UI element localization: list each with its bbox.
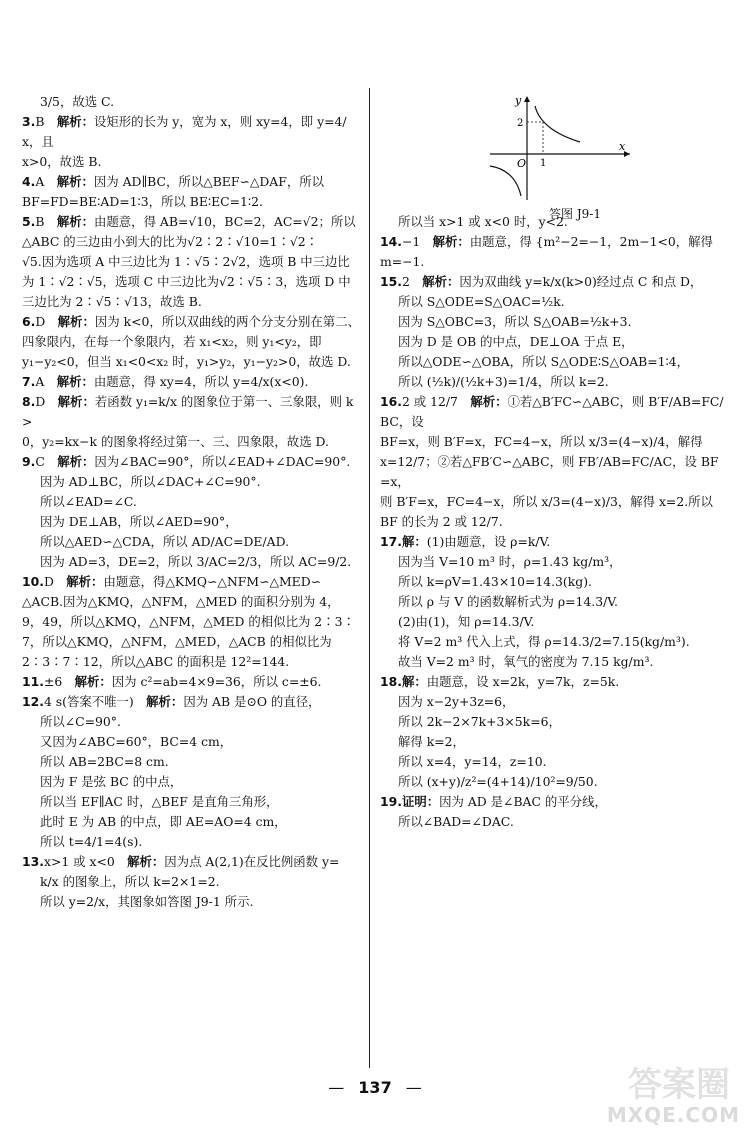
- answer-line: 3.B 解析：设矩形的长为 y，宽为 x，则 xy=4，即 y=4/x，且: [22, 114, 347, 149]
- answer-line: 10.D 解析：由题意，得△KMQ∽△NFM∽△MED∽: [22, 574, 322, 589]
- watermark-logo: 答案圈: [628, 1065, 730, 1105]
- answer-line: 13.x>1 或 x<0 解析：因为点 A(2,1)在反比例函数 y=: [22, 854, 340, 869]
- answer-line: 14.−1 解析：由题意，得 {m²−2=−1，2m−1<0，解得 m=−1.: [380, 234, 713, 269]
- answer-line: △ABC 的三边由小到大的比为√2∶2∶√10=1∶√2∶: [22, 234, 319, 249]
- answer-line: (2)由(1)，知 ρ=14.3/V.: [398, 614, 535, 629]
- answer-line: 8.D 解析：若函数 y₁=k/x 的图象位于第一、三象限，则 k>: [22, 394, 354, 429]
- answer-line: 则 B′F=x，FC=4−x，所以 x/3=(4−x)/3，解得 x=2.所以: [380, 494, 713, 509]
- answer-line: 3/5，故选 C.: [40, 94, 115, 109]
- answer-line: 所以△ODE∽△OBA，所以 S△ODE∶S△OAB=1∶4，: [398, 354, 690, 369]
- answer-line: BF=FD=BE∶AD=1∶3，所以 BE∶EC=1∶2.: [22, 194, 263, 209]
- answer-line: 三边比为 2∶√5∶√13，故选 B.: [22, 294, 202, 309]
- page-number: 137: [358, 1078, 392, 1097]
- answer-line: √5.因为选项 A 中三边比为 1∶√5∶2√2，选项 B 中三边比: [22, 254, 350, 269]
- answer-line: 四象限内，在每一个象限内，若 x₁<x₂，则 y₁<y₂，即: [22, 334, 322, 349]
- answer-line: x=12/7；②若△FB′C∽△ABC，则 FB′/AB=FC/AC，设 BF=x，: [380, 454, 719, 489]
- answer-line: 此时 E 为 AB 的中点，即 AE=AO=4 cm，: [40, 814, 287, 829]
- answer-line: 7.A 解析：由题意，得 xy=4，所以 y=4/x(x<0).: [22, 374, 309, 389]
- answer-line: 所以 ρ 与 V 的函数解析式为 ρ=14.3/V.: [398, 594, 618, 609]
- left-column: [22, 92, 360, 912]
- answer-line: △ACB.因为△KMQ，△NFM，△MED 的面积分别为 4，: [22, 594, 340, 609]
- x-axis-label: x: [619, 140, 626, 153]
- answer-line: 所以 y=2/x，其图象如答图 J9-1 所示.: [40, 894, 254, 909]
- answer-line: 所以 t=4/1=4(s).: [40, 834, 143, 849]
- answer-line: 所以当 x>1 或 x<0 时，y<2.: [398, 214, 568, 229]
- answer-line: 因为 DE⊥AB，所以∠AED=90°，: [40, 514, 238, 529]
- answer-line: 12.4 s(答案不唯一) 解析：因为 AB 是⊙O 的直径，: [22, 694, 321, 709]
- answer-line: 因为 F 是弦 BC 的中点，: [40, 774, 183, 789]
- watermark: [590, 1057, 740, 1127]
- answer-line: 19.证明：因为 AD 是∠BAC 的平分线，: [380, 794, 607, 809]
- answer-line: 所以∠BAD=∠DAC.: [398, 814, 514, 829]
- answer-line: 17.解：(1)由题意，设 ρ=k/V.: [380, 534, 551, 549]
- answer-line: k/x 的图象上，所以 k=2×1=2.: [40, 874, 220, 889]
- answer-line: 所以当 EF∥AC 时，△BEF 是直角三角形，: [40, 794, 279, 809]
- answer-line: 因为 AD⊥BC，所以∠DAC+∠C=90°.: [40, 474, 261, 489]
- answer-line: y₁−y₂<0，但当 x₁<0<x₂ 时，y₁>y₂，y₁−y₂>0，故选 D.: [22, 354, 351, 369]
- answer-line: 15.2 解析：因为双曲线 y=k/x(k>0)经过点 C 和点 D，: [380, 274, 703, 289]
- x-tick-label: 1: [540, 158, 547, 169]
- column-divider: [369, 88, 370, 1068]
- page-footer: — 137 —: [328, 1078, 422, 1097]
- answer-line: 2∶3∶7∶12，所以△ABC 的面积是 12²=144.: [22, 654, 290, 669]
- answer-line: BF=x，则 B′F=x，FC=4−x，所以 x/3=(4−x)/4，解得: [380, 434, 703, 449]
- answer-line: 9.C 解析：因为∠BAC=90°，所以∠EAD+∠DAC=90°.: [22, 454, 351, 469]
- answer-line: 所以∠EAD=∠C.: [40, 494, 137, 509]
- answer-line: 所以 k=ρV=1.43×10=14.3(kg).: [398, 574, 592, 589]
- answer-line: 所以△AED∽△CDA，所以 AD/AC=DE/AD.: [40, 534, 290, 549]
- answer-line: 所以 AB=2BC=8 cm.: [40, 754, 169, 769]
- watermark-site: MXQE.COM: [606, 1103, 740, 1127]
- answer-line: 将 V=2 m³ 代入上式，得 ρ=14.3/2=7.15(kg/m³).: [398, 634, 690, 649]
- answer-line: 因为 x−2y+3z=6，: [398, 694, 515, 709]
- inverse-function-graph: [485, 92, 635, 202]
- answer-line: 0，y₂=kx−k 的图象将经过第一、三、四象限，故选 D.: [22, 434, 329, 449]
- answer-line: 11.±6 解析：因为 c²=ab=4×9=36，所以 c=±6.: [22, 674, 322, 689]
- figure-caption: 答图 J9-1: [549, 207, 601, 221]
- origin-label: O: [517, 157, 527, 170]
- answer-line: 因为 S△OBC=3，所以 S△OAB=½k+3.: [398, 314, 632, 329]
- answer-line: 所以 2k−2×7k+3×5k=6，: [398, 714, 561, 729]
- answer-line: 所以∠C=90°.: [40, 714, 121, 729]
- answer-line: 故当 V=2 m³ 时，氧气的密度为 7.15 kg/m³.: [398, 654, 654, 669]
- answer-line: 4.A 解析：因为 AD∥BC，所以△BEF∽△DAF，所以: [22, 174, 325, 189]
- answer-line: 因为 AD=3，DE=2，所以 3/AC=2/3，所以 AC=9/2.: [40, 554, 352, 569]
- right-column: [380, 92, 728, 832]
- answer-line: 7，所以△KMQ，△NFM，△MED，△ACB 的相似比为: [22, 634, 332, 649]
- answer-line: 18.解：由题意，设 x=2k，y=7k，z=5k.: [380, 674, 620, 689]
- answer-line: 所以 (x+y)/z²=(4+14)/10²=9/50.: [398, 774, 598, 789]
- y-tick-label: 2: [517, 118, 524, 129]
- answer-line: 为 1∶√2∶√5，选项 C 中三边比为√2∶√5∶3，选项 D 中: [22, 274, 351, 289]
- answer-line: 5.B 解析：由题意，得 AB=√10，BC=2，AC=√2；所以: [22, 214, 356, 229]
- branch-first-quadrant: [535, 106, 580, 142]
- y-axis-label: y: [515, 94, 522, 107]
- answer-line: 16.2 或 12/7 解析：①若△B′FC∽△ABC，则 B′F/AB=FC/BC，设: [380, 394, 724, 429]
- answer-line: 所以 S△ODE=S△OAC=½k.: [398, 294, 565, 309]
- answer-line: 又因为∠ABC=60°，BC=4 cm，: [40, 734, 233, 749]
- answer-line: 因为当 V=10 m³ 时，ρ=1.43 kg/m³，: [398, 554, 622, 569]
- answer-line: x>0，故选 B.: [22, 154, 102, 169]
- answer-line: 因为 D 是 OB 的中点，DE⊥OA 于点 E，: [398, 334, 634, 349]
- answer-line: 6.D 解析：因为 k<0，所以双曲线的两个分支分别在第二、: [22, 314, 360, 329]
- y-axis-arrow: [524, 96, 530, 102]
- branch-third-quadrant: [490, 166, 521, 196]
- answer-line: BF 的长为 2 或 12/7.: [380, 514, 503, 529]
- graph-figure: [485, 92, 635, 221]
- answer-line: 解得 k=2，: [398, 734, 465, 749]
- answer-line: 所以 x=4，y=14，z=10.: [398, 754, 547, 769]
- answer-line: 9，49，所以△KMQ，△NFM，△MED 的相似比为 2∶3∶: [22, 614, 355, 629]
- answer-line: 所以 (½k)/(½k+3)=1/4，所以 k=2.: [398, 374, 609, 389]
